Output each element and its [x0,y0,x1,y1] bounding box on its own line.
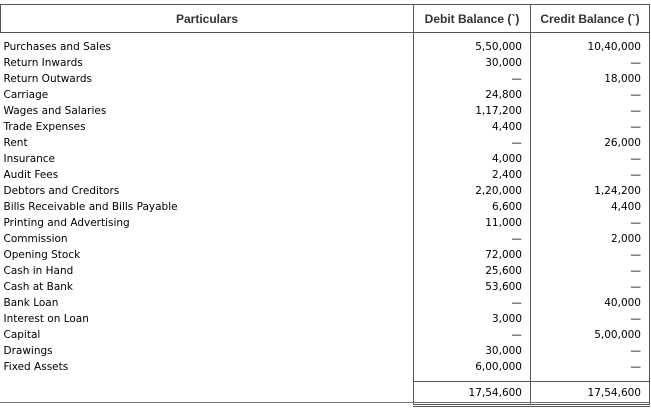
row-credit-balance: — [531,247,650,263]
row-particulars: Bank Loan [3,297,59,309]
credit-total: 17,54,600 [531,382,650,406]
table-row [1,103,650,119]
particulars-header: Particulars [1,5,414,33]
row-particulars: Cash at Bank [3,281,73,293]
table-row [1,135,650,151]
row-credit-balance: — [531,359,650,375]
row-credit-balance: — [531,263,650,279]
row-particulars: Commission [3,233,68,245]
row-credit-balance: — [531,151,650,167]
row-particulars: Capital [3,329,41,341]
row-particulars: Drawings [3,345,53,357]
row-debit-balance: 2,20,000 [414,183,531,199]
row-particulars: Return Outwards [3,73,93,85]
row-debit-balance: — [414,295,531,311]
row-particulars: Rent [3,137,28,149]
table-row [1,263,650,279]
row-credit-balance: 26,000 [531,135,650,151]
table-row [1,199,650,215]
row-debit-balance: 30,000 [414,55,531,71]
table-row [1,247,650,263]
table-row [1,279,650,295]
debit-total: 17,54,600 [414,382,531,406]
table-row [1,311,650,327]
table-row [1,119,650,135]
row-debit-balance: 4,000 [414,151,531,167]
row-debit-balance: — [414,135,531,151]
row-debit-balance: 2,400 [414,167,531,183]
row-credit-balance: — [531,343,650,359]
row-particulars: Bills Receivable and Bills Payable [3,201,178,213]
row-debit-balance: — [414,71,531,87]
table-row [1,359,650,375]
table-row [1,343,650,359]
row-credit-balance: — [531,311,650,327]
row-credit-balance: 1,24,200 [531,183,650,199]
table-row [1,87,650,103]
table-row [1,183,650,199]
table-row [1,215,650,231]
trial-balance-table [0,4,650,407]
row-debit-balance: 30,000 [414,343,531,359]
row-debit-balance: — [414,231,531,247]
row-credit-balance: 4,400 [531,199,650,215]
row-credit-balance: — [531,279,650,295]
row-credit-balance: — [531,119,650,135]
row-credit-balance: — [531,167,650,183]
row-credit-balance: 2,000 [531,231,650,247]
row-debit-balance: 72,000 [414,247,531,263]
row-credit-balance: 40,000 [531,295,650,311]
row-debit-balance: 25,600 [414,263,531,279]
row-debit-balance: 4,400 [414,119,531,135]
row-particulars: Wages and Salaries [3,105,107,117]
credit-balance-header: Credit Balance (`) [531,5,650,33]
row-particulars: Printing and Advertising [3,217,130,229]
row-particulars: Debtors and Creditors [3,185,120,197]
row-credit-balance: — [531,215,650,231]
row-particulars: Audit Fees [3,169,59,181]
table-row [1,295,650,311]
table-row [1,327,650,343]
table-row [1,167,650,183]
row-particulars: Trade Expenses [3,121,86,133]
row-credit-balance: 5,00,000 [531,327,650,343]
row-credit-balance: 18,000 [531,71,650,87]
table-row [1,39,650,55]
row-credit-balance: — [531,55,650,71]
table-row [1,71,650,87]
row-debit-balance: 5,50,000 [414,39,531,55]
row-particulars: Carriage [3,89,49,101]
row-particulars: Opening Stock [3,249,81,261]
row-particulars: Purchases and Sales [3,41,112,53]
table-row [1,55,650,71]
row-debit-balance: 11,000 [414,215,531,231]
row-debit-balance: — [414,327,531,343]
row-debit-balance: 6,600 [414,199,531,215]
table-row [1,151,650,167]
row-credit-balance: 10,40,000 [531,39,650,55]
row-particulars: Fixed Assets [3,361,69,373]
row-debit-balance: 1,17,200 [414,103,531,119]
row-credit-balance: — [531,87,650,103]
row-debit-balance: 6,00,000 [414,359,531,375]
row-debit-balance: 53,600 [414,279,531,295]
row-particulars: Cash in Hand [3,265,74,277]
bottom-rule [0,402,649,403]
header-row [1,5,650,33]
row-particulars: Interest on Loan [3,313,89,325]
row-particulars: Return Inwards [3,57,83,69]
debit-balance-header: Debit Balance (`) [414,5,531,33]
row-debit-balance: 3,000 [414,311,531,327]
row-debit-balance: 24,800 [414,87,531,103]
row-particulars: Insurance [3,153,56,165]
ledger-rows [1,33,650,382]
row-credit-balance: — [531,103,650,119]
table-row [1,231,650,247]
